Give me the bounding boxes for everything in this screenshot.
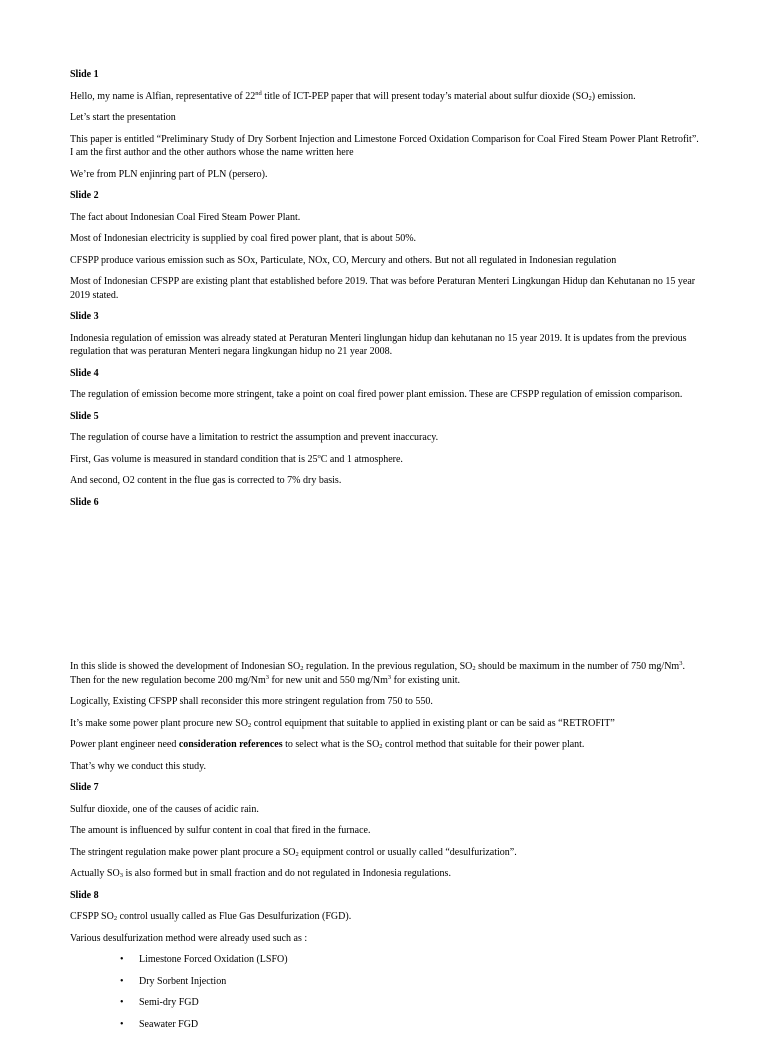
list-item: • Dry Sorbent Injection <box>120 975 700 989</box>
slide-2-paragraph-1: The fact about Indonesian Coal Fired Steam Power Plant. <box>70 211 301 223</box>
slide-1-paragraph-4: We’re from PLN enjinring part of PLN (persero). <box>70 168 268 180</box>
slide-7-paragraph-2: The amount is influenced by sulfur content in coal that fired in the furnace. <box>70 825 371 836</box>
slide-6-paragraph-4: Power plant engineer need consideration references to select what is the $SO_2$ control method that suitable for their power plant. <box>70 739 585 750</box>
bold-text: consideration references <box>178 739 283 750</box>
slide-8-heading: Slide 8 <box>70 889 99 901</box>
slide-6-paragraph-1: In this slide is showed the development of Indonesian $SO_2$ regulation. In the previous regulation, $SO_2$ should be maximum in the number of 750 mg/Nm$^3$. Then for the new regulation become 200 mg/Nm$^3$ for new unit and 550 mg/Nm$^3$ for existing unit. <box>70 660 685 686</box>
list-item: • Limestone Forced Oxidation (LSFO) <box>120 953 700 967</box>
slide-1-heading: Slide 1 <box>70 69 99 80</box>
slide-5-paragraph-3: And second, O2 content in the flue gas is corrected to 7% dry basis. <box>70 475 342 486</box>
slide-6-paragraph-2: Logically, Existing CFSPP shall reconsider this more stringent regulation from 750 to 550. <box>70 696 433 707</box>
slide-6-paragraph-3: It’s make some power plant procure new $SO_2$ control equipment that suitable to applied in existing plant or can be said as “RETROFIT” <box>70 717 615 729</box>
slide-2-paragraph-2: Most of Indonesian electricity is supplied by coal fired power plant, that is about 50%. <box>70 233 417 244</box>
slide-1-paragraph-1: Hello, my name is Alfian, representative of 22nd title of ICT-PEP paper that will present today’s material about sulfur dioxide $(SO_2)$ emission. <box>70 89 636 102</box>
slide-4-paragraph-1: The regulation of emission become more stringent, take a point on coal fired power plant emission. These are CFSPP regulation of emission comparison. <box>70 389 683 400</box>
slide-6-paragraph-5: That’s why we conduct this study. <box>70 760 207 772</box>
slide-1-paragraph-3: This paper is entitled “Preliminary Study of Dry Sorbent Injection and Limestone Forced Oxidation Comparison for Coal Fired Steam Power Plant Retrofit”. I am the first author and the other authors whose the name written here <box>70 133 699 158</box>
slide-2-paragraph-4: Most of Indonesian CFSPP are existing plant that established before 2019. That was before Peraturan Menteri Lingkungan Hidup dan Kehutanan no 15 year 2019 stated. <box>70 276 696 301</box>
slide-1-paragraph-2: Let’s start the presentation <box>70 112 176 123</box>
slide-7-paragraph-3: The stringent regulation make power plant procure a $SO_2$ equipment control or usually called “desulfurization”. <box>70 846 517 858</box>
list-item: • Seawater FGD <box>120 1018 700 1032</box>
slide-4-heading: Slide 4 <box>70 367 99 379</box>
slide-3-paragraph-1: Indonesia regulation of emission was already stated at Peraturan Menteri linglungan hidup dan kehutanan no 15 year 2019. It is updates from the previous regulation that was peraturan Menteri negara lingkungan hidup no 21 year 2008. <box>70 332 687 357</box>
slide-5-heading: Slide 5 <box>70 410 99 422</box>
slide-6-heading: Slide 6 <box>70 496 99 508</box>
slide-2-paragraph-3: CFSPP produce various emission such as SOx, Particulate, NOx, CO, Mercury and others. But not all regulated in Indonesian regulation <box>70 254 617 266</box>
slide-7-paragraph-4: Actually $SO_3$ is also formed but in small fraction and do not regulated in Indonesia regulations. <box>70 868 451 879</box>
slide-2-heading: Slide 2 <box>70 190 99 201</box>
slide-7-paragraph-1: Sulfur dioxide, one of the causes of acidic rain. <box>70 803 259 815</box>
slide-8-paragraph-2: Various desulfurization method were already used such as : <box>70 932 308 944</box>
slide-5-paragraph-2: First, Gas volume is measured in standard condition that is 25$^o$C and 1 atmosphere. <box>70 452 403 465</box>
slide-5-paragraph-1: The regulation of course have a limitation to restrict the assumption and prevent inaccuracy. <box>70 432 439 443</box>
slide-7-heading: Slide 7 <box>70 782 99 793</box>
blank-space <box>70 517 700 660</box>
slide-8-paragraph-1: CFSPP $SO_2$ control usually called as Flue Gas Desulfurization (FGD). <box>70 911 352 922</box>
fgd-method-list <box>70 953 700 1031</box>
document-page <box>70 68 700 1039</box>
slide-3-heading: Slide 3 <box>70 311 99 322</box>
list-item: • Semi-dry FGD <box>120 996 700 1010</box>
